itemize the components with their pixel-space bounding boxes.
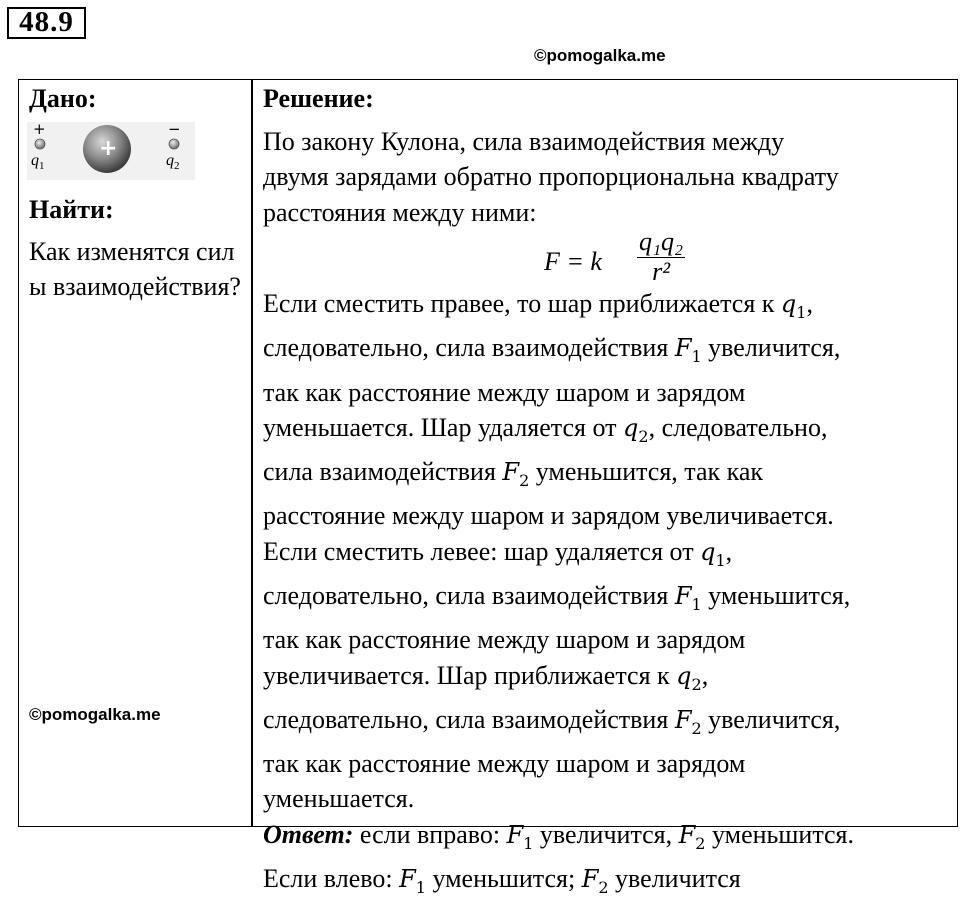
q1-sign: + bbox=[33, 120, 46, 138]
given-heading: Дано: bbox=[29, 84, 97, 113]
solution-line: так как расстояние между шаром и зарядом bbox=[263, 749, 746, 779]
q1-label: $q_1$ bbox=[31, 152, 45, 173]
solution-table bbox=[18, 79, 958, 897]
formula-numerator: q₁q₂ bbox=[639, 227, 684, 257]
solution-line: Если сместить левее: шар удаляется от $q_1$, bbox=[263, 536, 733, 570]
solution-line: увеличивается. Шар приближается к $q_2$, bbox=[263, 660, 709, 694]
solution-line: так как расстояние между шаром и зарядом bbox=[263, 625, 746, 655]
formula-denominator: r² bbox=[652, 257, 670, 287]
solution-line: уменьшается. Шар удаляется от $q_2$, следовательно, bbox=[263, 413, 828, 446]
solution-line: следовательно, сила взаимодействия $F_1$ увеличится, bbox=[263, 333, 841, 367]
solution-line: следовательно, сила взаимодействия $F_2$ увеличится, bbox=[263, 704, 841, 738]
solution-line: расстояние между шаром и зарядом увеличивается. bbox=[263, 501, 834, 531]
q2-sign: − bbox=[168, 120, 181, 138]
intro-line: расстояния между ними: bbox=[263, 197, 537, 227]
shift-left-paragraph bbox=[263, 534, 960, 817]
coulomb-formula bbox=[263, 227, 960, 287]
solution-column bbox=[253, 80, 957, 897]
problem-number: 48.9 bbox=[7, 7, 86, 39]
answer-label: Ответ: bbox=[263, 819, 354, 849]
q2-charge-icon bbox=[169, 139, 179, 149]
ball-sign: + bbox=[99, 136, 118, 161]
solution-line: Если сместить правее, то шар приближается к $q_1$, bbox=[263, 289, 813, 323]
q2-label: $q_2$ bbox=[166, 152, 180, 173]
solution-line: сила взаимодействия $F_2$ уменьшится, так как bbox=[263, 457, 764, 491]
formula-lhs: F = k bbox=[544, 247, 602, 277]
watermark-top: ©pomogalka.me bbox=[534, 46, 666, 65]
answer-line-1: Ответ: если вправо: $F_1$ увеличится, $F_2$ уменьшится. bbox=[263, 819, 855, 853]
intro-line: двумя зарядами обратно пропорциональна квадрату bbox=[263, 162, 839, 192]
watermark-bottom: ©pomogalka.me bbox=[29, 705, 161, 724]
solution-body bbox=[263, 124, 960, 905]
solution-line: уменьшается. bbox=[263, 784, 415, 814]
formula-fraction bbox=[637, 227, 685, 286]
solution-heading: Решение: bbox=[263, 84, 374, 113]
charges-figure bbox=[27, 122, 195, 180]
intro-line: По закону Кулона, сила взаимодействия между bbox=[263, 127, 785, 156]
question-text: Как изменятся силы взаимодействия? bbox=[29, 237, 241, 301]
solution-line: следовательно, сила взаимодействия $F_1$ уменьшится, bbox=[263, 581, 851, 614]
answer-line-2: Если влево: $F_1$ уменьшится; $F_2$ увеличится bbox=[263, 864, 741, 897]
q1-charge-icon bbox=[35, 139, 45, 149]
solution-line: так как расстояние между шаром и зарядом bbox=[263, 377, 746, 407]
given-column bbox=[19, 80, 251, 826]
shift-right-paragraph bbox=[263, 286, 960, 534]
find-heading: Найти: bbox=[29, 195, 114, 224]
